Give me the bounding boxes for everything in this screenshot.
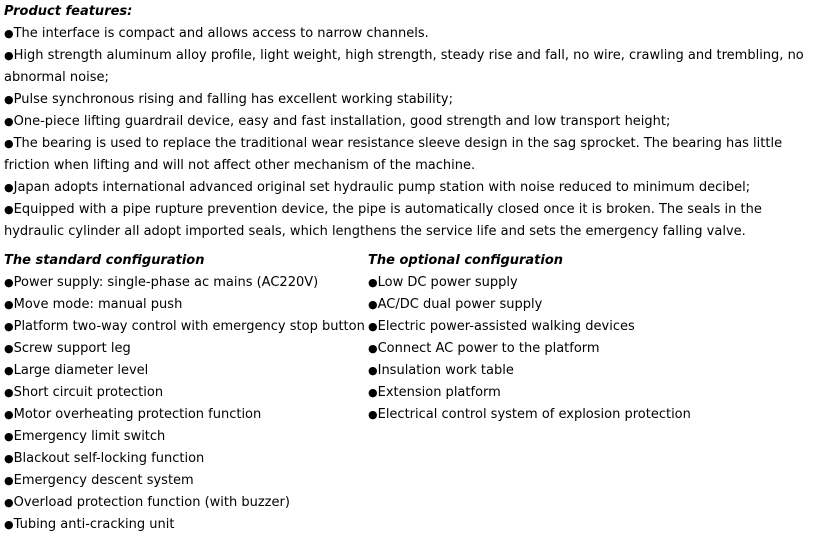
- config-text: AC/DC dual power supply: [377, 297, 543, 312]
- bullet-icon: ●: [4, 181, 14, 194]
- config-text: Large diameter level: [13, 363, 149, 378]
- config-text: Motor overheating protection function: [13, 407, 262, 422]
- bullet-icon: ●: [4, 137, 14, 150]
- feature-item: [4, 111, 823, 133]
- config-text: Low DC power supply: [377, 275, 518, 290]
- bullet-icon: ●: [4, 27, 14, 40]
- config-text: Electrical control system of explosion protection: [377, 407, 691, 422]
- optional-configuration-heading: The optional configuration: [368, 253, 564, 268]
- config-text: Connect AC power to the platform: [377, 341, 600, 356]
- optional-config-item: [368, 272, 808, 294]
- feature-text: Pulse synchronous rising and falling has excellent working stability;: [13, 92, 453, 107]
- bullet-icon: ●: [368, 408, 378, 421]
- bullet-icon: ●: [4, 518, 14, 531]
- bullet-icon: ●: [4, 203, 14, 216]
- standard-config-item: [4, 470, 368, 492]
- bullet-icon: ●: [368, 386, 378, 399]
- bullet-icon: ●: [4, 496, 14, 509]
- config-text: Emergency descent system: [13, 473, 194, 488]
- bullet-icon: ●: [368, 276, 378, 289]
- bullet-icon: ●: [4, 276, 14, 289]
- bullet-icon: ●: [4, 386, 14, 399]
- config-text: Insulation work table: [377, 363, 514, 378]
- product-features-heading: Product features:: [4, 4, 133, 19]
- feature-text: The interface is compact and allows access to narrow channels.: [13, 26, 429, 41]
- standard-configuration-section: [4, 250, 368, 536]
- feature-item: [4, 23, 823, 45]
- standard-config-item: [4, 316, 368, 338]
- configuration-columns: [4, 250, 823, 536]
- config-text: Power supply: single-phase ac mains (AC220V): [13, 275, 319, 290]
- feature-item: [4, 45, 823, 89]
- optional-config-item: [368, 360, 808, 382]
- standard-config-item: [4, 514, 368, 536]
- bullet-icon: ●: [4, 452, 14, 465]
- bullet-icon: ●: [4, 49, 14, 62]
- bullet-icon: ●: [368, 298, 378, 311]
- feature-text: Equipped with a pipe rupture prevention device, the pipe is automatically closed once it is broken. The seals in the hydraulic cylinder all adopt imported seals, which lengthens the service life and sets the emergency falling valve.: [4, 202, 762, 239]
- bullet-icon: ●: [368, 364, 378, 377]
- feature-item: [4, 89, 823, 111]
- bullet-icon: ●: [4, 115, 14, 128]
- feature-item: [4, 133, 823, 177]
- standard-config-item: [4, 360, 368, 382]
- bullet-icon: ●: [4, 320, 14, 333]
- feature-text: The bearing is used to replace the traditional wear resistance sleeve design in the sag sprocket. The bearing has little friction when lifting and will not affect other mechanism of the machine.: [4, 136, 783, 173]
- feature-item: [4, 177, 823, 199]
- bullet-icon: ●: [4, 93, 14, 106]
- config-text: Overload protection function (with buzzer): [13, 495, 290, 510]
- feature-item: [4, 199, 823, 243]
- config-text: Tubing anti-cracking unit: [13, 517, 175, 532]
- optional-config-item: [368, 338, 808, 360]
- config-text: Blackout self-locking function: [13, 451, 205, 466]
- config-text: Platform two-way control with emergency stop button: [13, 319, 365, 334]
- config-text: Move mode: manual push: [13, 297, 183, 312]
- standard-config-item: [4, 448, 368, 470]
- standard-config-item: [4, 294, 368, 316]
- config-text: Short circuit protection: [13, 385, 164, 400]
- config-text: Screw support leg: [13, 341, 131, 356]
- bullet-icon: ●: [4, 298, 14, 311]
- config-text: Emergency limit switch: [13, 429, 166, 444]
- optional-config-item: [368, 294, 808, 316]
- bullet-icon: ●: [4, 474, 14, 487]
- bullet-icon: ●: [4, 364, 14, 377]
- standard-config-item: [4, 426, 368, 448]
- standard-config-item: [4, 338, 368, 360]
- bullet-icon: ●: [4, 342, 14, 355]
- standard-config-item: [4, 404, 368, 426]
- standard-configuration-heading: The standard configuration: [4, 253, 205, 268]
- feature-text: Japan adopts international advanced original set hydraulic pump station with noise reduced to minimum decibel;: [13, 180, 751, 195]
- optional-config-item: [368, 316, 808, 338]
- standard-config-item: [4, 492, 368, 514]
- product-features-section: [4, 0, 823, 243]
- config-text: Extension platform: [377, 385, 501, 400]
- optional-config-item: [368, 404, 808, 426]
- feature-text: One-piece lifting guardrail device, easy and fast installation, good strength and low transport height;: [13, 114, 671, 129]
- config-text: Electric power-assisted walking devices: [377, 319, 635, 334]
- standard-config-item: [4, 272, 368, 294]
- optional-configuration-section: [368, 250, 808, 536]
- bullet-icon: ●: [4, 430, 14, 443]
- bullet-icon: ●: [368, 320, 378, 333]
- feature-text: High strength aluminum alloy profile, light weight, high strength, steady rise and fall, no wire, crawling and trembling, no abnormal noise;: [4, 48, 804, 85]
- bullet-icon: ●: [368, 342, 378, 355]
- bullet-icon: ●: [4, 408, 14, 421]
- standard-config-item: [4, 382, 368, 404]
- optional-config-item: [368, 382, 808, 404]
